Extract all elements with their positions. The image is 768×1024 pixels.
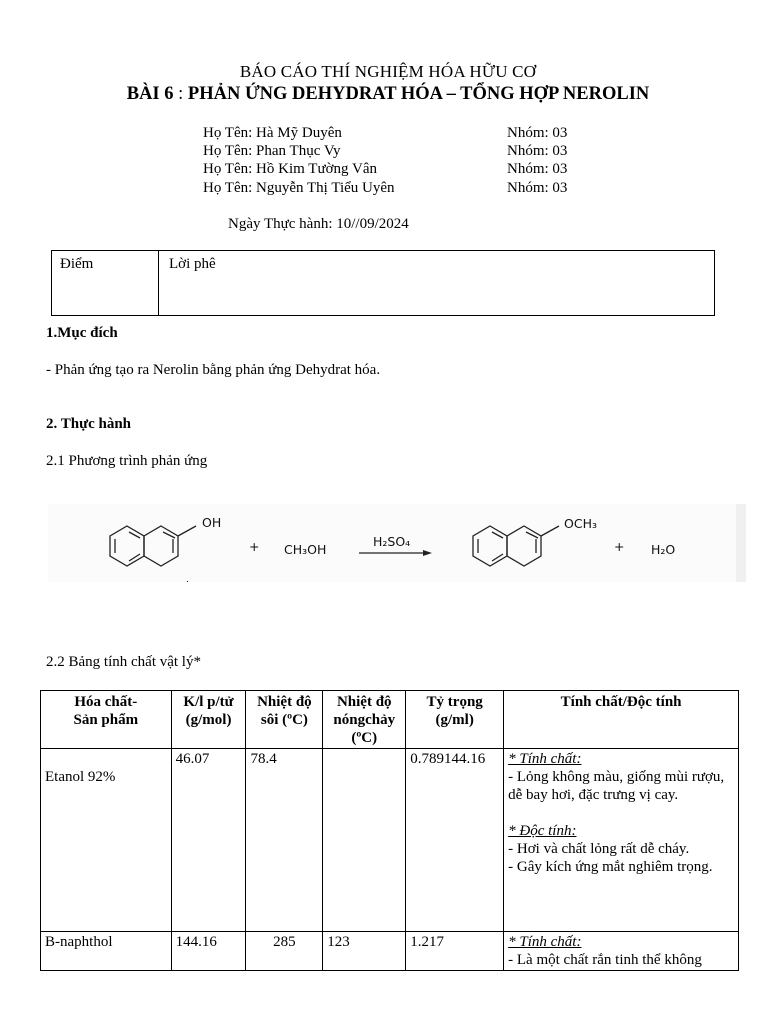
water-label: H₂O (651, 542, 676, 557)
methoxy-group-label: OCH₃ (564, 516, 597, 531)
cell-properties (504, 749, 739, 932)
report-title: BÁO CÁO THÍ NGHIỆM HÓA HỮU CƠ (239, 62, 537, 81)
cell-boiling-point: 78.4 (246, 749, 323, 932)
member-name: Họ Tên: Hồ Kim Tường Vân (203, 161, 377, 177)
plus-sign: + (249, 539, 260, 554)
lesson-label: BÀI 6 (126, 84, 174, 104)
nerolin-structure (473, 526, 559, 566)
member-group: Nhóm: 03 (507, 180, 568, 196)
comment-label: Lời phê (169, 256, 216, 272)
toxicity-line: - Hơi và chất lỏng rất dễ cháy. (508, 841, 690, 857)
practice-date: Ngày Thực hành: 10//09/2024 (228, 216, 409, 232)
properties-label: * Tính chất: (508, 751, 582, 767)
properties-table (40, 690, 739, 971)
lesson-separator: : (173, 84, 188, 104)
header-properties: Tính chất/Độc tính (504, 691, 739, 749)
section2-heading: 2. Thực hành (46, 416, 132, 432)
properties-text: - Lỏng không màu, giống mùi rượu, dễ bay hơi, đặc trưng vị cay. (508, 769, 725, 803)
member-name: Họ Tên: Hà Mỹ Duyên (203, 125, 342, 141)
member-group: Nhóm: 03 (507, 125, 568, 141)
cell-melting-point: 123 (323, 932, 406, 971)
cell-boiling-point: 285 (246, 932, 323, 971)
plus-sign: + (614, 539, 625, 554)
stray-mark: . (186, 575, 189, 582)
cell-molar-mass: 144.16 (171, 932, 246, 971)
reaction-arrow (359, 550, 432, 556)
member-name: Họ Tên: Nguyễn Thị Tiểu Uyên (203, 180, 395, 196)
member-group: Nhóm: 03 (507, 143, 568, 159)
section1-heading: 1.Mục đích (46, 325, 118, 341)
cell-chemical: B-naphthol (41, 932, 172, 971)
figure-edge (736, 504, 746, 582)
reaction-equation-heading: 2.1 Phương trình phản ứng (46, 453, 208, 469)
header-melting-point: Nhiệt độ nóngchảy (ºC) (323, 691, 406, 749)
header-density: Tỷ trọng (g/ml) (406, 691, 504, 749)
cell-chemical: Etanol 92% (41, 749, 172, 932)
lesson-name: PHẢN ỨNG DEHYDRAT HÓA – TỔNG HỢP NEROLIN (187, 84, 650, 104)
table-row (41, 749, 739, 932)
catalyst-label: H₂SO₄ (373, 534, 411, 549)
grade-box (51, 250, 715, 316)
cell-density: 1.217 (406, 932, 504, 971)
reaction-svg (48, 504, 746, 582)
hydroxyl-group-label: OH (202, 515, 222, 530)
cell-density: 0.789144.16 (406, 749, 504, 932)
header-boiling-point: Nhiệt độ sôi (ºC) (246, 691, 323, 749)
cell-melting-point (323, 749, 406, 932)
header-chemical: Hóa chất- Sản phẩm (41, 691, 172, 749)
properties-text: - Là một chất rắn tinh thể không (508, 952, 702, 968)
section1-text: - Phản ứng tạo ra Nerolin bằng phản ứng Dehydrat hóa. (46, 362, 381, 378)
toxicity-label: * Độc tính: (508, 823, 577, 839)
member-group: Nhóm: 03 (507, 161, 568, 177)
table-row (41, 932, 739, 971)
properties-table-heading: 2.2 Bảng tính chất vật lý* (46, 654, 201, 670)
score-label: Điểm (52, 251, 159, 315)
reaction-equation-figure (48, 504, 746, 582)
table-header-row (41, 691, 739, 749)
lesson-title (0, 84, 768, 105)
methanol-label: CH₃OH (284, 542, 327, 557)
member-name: Họ Tên: Phan Thục Vy (203, 143, 341, 159)
header-molar-mass: K/l p/tử (g/mol) (171, 691, 246, 749)
cell-properties (504, 932, 739, 971)
toxicity-line: - Gây kích ứng mắt nghiêm trọng. (508, 859, 713, 875)
naphthol-structure (110, 526, 196, 566)
properties-label: * Tính chất: (508, 934, 582, 950)
cell-molar-mass: 46.07 (171, 749, 246, 932)
